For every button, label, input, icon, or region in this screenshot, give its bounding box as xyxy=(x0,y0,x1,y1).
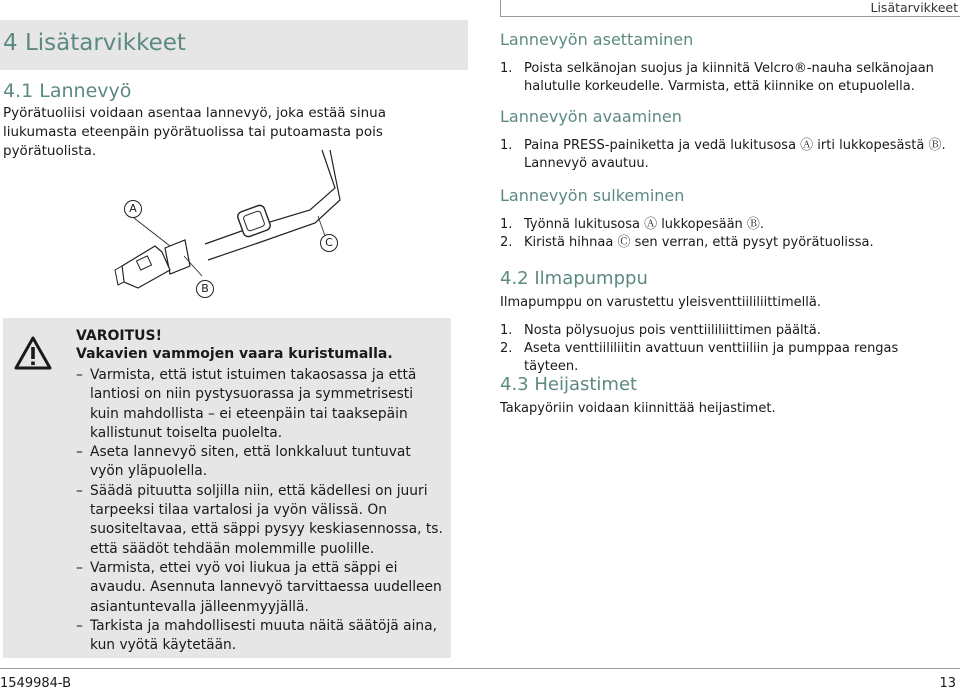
section-intro: Pyörätuoliisi voidaan asentaa lannevyö, joka estää sinua liukumasta eteenpäin pyörätuolissa tai putoamasta pois pyörätuolista. xyxy=(3,105,386,159)
warning-item: – Aseta lannevyö siten, että lonkkaluut tuntuvat vyön yläpuolella. xyxy=(76,443,446,482)
callout-a: A xyxy=(124,200,142,218)
step-text: Kiristä hihnaa Ⓒ sen verran, että pysyt pyörätuolissa. xyxy=(524,235,874,250)
heading-ilmapumppu: 4.2 Ilmapumppu xyxy=(500,268,648,289)
step-item xyxy=(500,340,955,376)
callout-c: C xyxy=(320,234,338,252)
strap-left-end xyxy=(115,266,124,285)
warning-list xyxy=(76,366,446,655)
page-number: 13 xyxy=(939,676,956,691)
steps-avaaminen xyxy=(500,137,955,173)
step-number: 2. xyxy=(500,235,513,250)
step-item xyxy=(500,234,955,252)
step-text: Työnnä lukitusosa Ⓐ lukkopesään Ⓑ. xyxy=(524,217,765,232)
steps-asettaminen xyxy=(500,60,955,96)
step-number: 1. xyxy=(500,138,513,153)
step-number: 1. xyxy=(500,323,513,338)
footer-divider xyxy=(0,668,960,669)
right-column xyxy=(500,0,960,691)
step-number: 1. xyxy=(500,61,513,76)
strap-right-upper xyxy=(205,150,335,244)
heading-sulkeminen: Lannevyön sulkeminen xyxy=(500,186,685,205)
warning-item: – Varmista, että istut istuimen takaosassa ja että lantiosi on niin pystysuorassa ja symmetrisesti kuin mahdollista – ei eteenpäin tai taaksepäin kallistunut toiselta puolelta. xyxy=(76,366,446,443)
heading-avaaminen: Lannevyön avaaminen xyxy=(500,107,682,126)
heijastimet-text: Takapyöriin voidaan kiinnittää heijastimet. xyxy=(500,401,776,416)
heading-heijastimet: 4.3 Heijastimet xyxy=(500,374,638,395)
lap-belt-illustration xyxy=(110,148,370,312)
chapter-title: 4 Lisätarvikkeet xyxy=(3,30,186,56)
step-text: Aseta venttiililiitin avattuun venttiiliin ja pumppaa rengas täyteen. xyxy=(524,341,899,374)
leader-a xyxy=(134,218,170,246)
step-text: Nosta pölysuojus pois venttiililiittimen päältä. xyxy=(524,323,821,338)
heading-asettaminen: Lannevyön asettaminen xyxy=(500,30,694,49)
running-header: Lisätarvikkeet xyxy=(870,0,958,15)
lap-belt-drawing xyxy=(110,148,370,308)
document-number: 1549984-B xyxy=(0,676,72,691)
step-text: Paina PRESS-painiketta ja vedä lukitusosa Ⓐ irti lukkopesästä Ⓑ. Lannevyö avautuu. xyxy=(524,138,946,171)
left-column xyxy=(0,0,470,691)
step-text: Poista selkänojan suojus ja kiinnitä Velcro®-nauha selkänojaan halutulle korkeudelle. Varmista, että kiinnike on etupuolella. xyxy=(524,61,934,94)
step-number: 1. xyxy=(500,217,513,232)
callout-b: B xyxy=(196,280,214,298)
step-number: 2. xyxy=(500,341,513,356)
warning-subtitle: Vakavien vammojen vaara kuristumalla. xyxy=(76,346,393,362)
warning-item: – Säädä pituutta soljilla niin, että kädellesi on juuri tarpeeksi tilaa vartalosi ja vyön välissä. On suositeltavaa, että säppi pysyy keskiasennossa, ts. että säädöt tehdään molemmille puolille. xyxy=(76,482,446,559)
ilmapumppu-intro: Ilmapumppu on varustettu yleisventtiililiittimellä. xyxy=(500,295,821,310)
warning-item: – Tarkista ja mahdollisesti muuta näitä säätöjä aina, kun vyötä käytetään. xyxy=(76,617,446,656)
section-title: 4.1 Lannevyö xyxy=(3,80,132,102)
warning-item: – Varmista, ettei vyö voi liukua ja että säppi ei avaudu. Asennuta lannevyö tarvittaessa uudelleen asiantuntevalla jälleenmyyjällä. xyxy=(76,559,446,617)
step-item xyxy=(500,322,955,340)
steps-ilmapumppu xyxy=(500,322,955,376)
leader-c xyxy=(318,216,325,236)
step-item xyxy=(500,60,955,96)
warning-title: VAROITUS! xyxy=(76,328,162,344)
step-item xyxy=(500,137,955,173)
warning-icon xyxy=(14,336,52,374)
step-item xyxy=(500,216,955,234)
steps-sulkeminen xyxy=(500,216,955,252)
